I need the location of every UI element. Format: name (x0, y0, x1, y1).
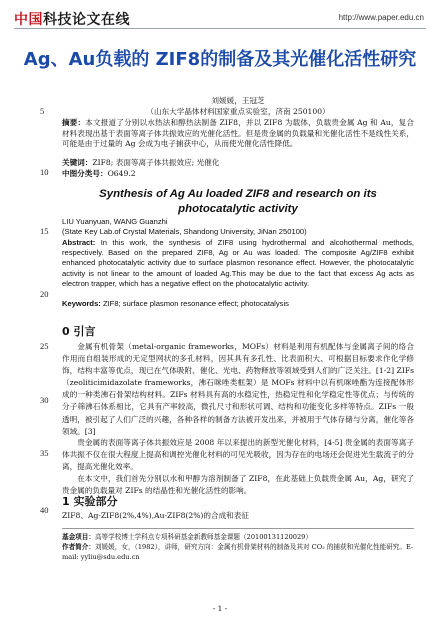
footnote (62, 532, 414, 562)
footnote-author-label: 作者简介： (62, 543, 95, 551)
authors-en: LIU Yuanyuan, WANG Guanzhi (62, 217, 168, 226)
footnote-fund-label: 基金项目： (62, 533, 95, 541)
line-number: 30 (40, 395, 49, 405)
logo-part2: 科技论文在线 (43, 12, 130, 28)
abstract-cn-text: 本文报道了分别以水热法和醇热法制备 ZIF8，并以 ZIF8 为载体，负载贵金属 Ag 和 Au，复合材料表现出基于表面等离子体共振效应的光催化活性。但是贵金属的负载量和光催化活性不是线性关系，可能是由于过量的 Ag 会成为电子捕获中心，从而使光催化活性降低。 (62, 118, 415, 149)
footnote-author-text: 刘媛媛，女，（1982），讲师，研究方向：金属有机骨架材料的制备及其对 CO₂ 的捕获和光催化性能研究。E-mail: yyliu@sdu.edu.cn (62, 543, 414, 561)
clc-cn (62, 169, 414, 180)
footnote-fund (62, 532, 414, 542)
header-divider (14, 28, 426, 29)
page-header (0, 0, 440, 46)
section-intro-heading: 0 引言 (62, 325, 96, 338)
line-number: 35 (40, 448, 49, 458)
keywords-cn (62, 158, 414, 169)
footnote-author (62, 542, 414, 562)
clc-cn-text: O649.2 (107, 169, 136, 178)
section-experimental-heading: 1 实验部分 (62, 495, 118, 508)
abstract-cn-label: 摘要： (62, 118, 86, 127)
intro-paragraph-1: 金属有机骨架（metal-organic frameworks，MOFs）材料是利用有机配体与金属离子间的络合作用而自组装形成的无定型网状的多孔材料，因其具有多孔性、比表面积大、可根据目标要求作化学修饰，结构丰富等优点，现已在气体吸附、催化、光电、药物释放等领域受到人们的广泛关注。[1-2] ZIFs（zeoliticimidazolate frameworks，沸石咪唑类框架）是 MOFs 材料中以有机咪唑酯为连接配体形成的一种类沸石骨架结构材料。ZIFs 材料具有高的水稳定性，热稳定性和化学稳定性等优点；与传统的分子筛沸石体系相比，它具有产率较高，微孔尺寸和形状可调、结构和功能变化多样等特点。ZIFs 一般透明，被引起了人们广泛的兴趣，各种各样的制备方法被开发出来，并被用于气体存储与分离，催化等各领域。[3] (62, 342, 414, 436)
abstract-cn (62, 118, 414, 150)
abstract-en-label: Abstract: (62, 238, 96, 247)
page-number: - 1 - (212, 604, 228, 613)
line-number: 5 (40, 106, 45, 116)
footnote-divider (62, 528, 414, 529)
title-en: Synthesis of Ag Au loaded ZIF8 and research on its photocatalytic activity (99, 188, 377, 215)
intro-paragraph-3: 在本文中，我们首先分别以水和甲醇为溶剂制备了 ZIF8，在此基础上负载贵金属 Au，Ag，研究了贵金属的负载量对 ZIFs 的结晶性和光催化活性的影响。 (62, 474, 414, 496)
line-number: 15 (40, 226, 49, 236)
intro-paragraph-2: 贵金属的表面等离子体共振效应是 2008 年以来提出的新型光催化材料，[4-5] 贵金属的表面等离子体共振不仅在很大程度上提高和调控光催化材料的可见光吸收，因为存在的电场还会促进光生载流子的分离，提高光催化效率。 (62, 438, 414, 472)
title-cn: Ag、Au负载的 ZIF8的制备及其光催化活性研究 (23, 49, 417, 70)
line-number: 25 (40, 341, 49, 351)
site-logo[interactable] (14, 9, 130, 29)
affiliation-en: (State Key Lab.of Crystal Materials, Shandong University, JiNan 250100) (62, 227, 307, 236)
affiliation-cn: （山东大学晶体材料国家重点实验室，济南 250100） (146, 107, 330, 116)
subsection-synthesis: ZIF8、Ag-ZIF8(2%,4%),Au-ZIF8(2%)的合成和表征 (62, 511, 249, 520)
keywords-en-label: Keywords: (62, 299, 101, 308)
clc-cn-label: 中图分类号： (62, 169, 108, 178)
keywords-en (62, 299, 414, 309)
keywords-cn-text: ZIF8; 表面等离子体共振效应; 光催化 (92, 158, 220, 167)
keywords-cn-label: 关键词： (62, 158, 93, 167)
site-url[interactable]: http://www.paper.edu.cn (338, 13, 424, 22)
line-number: 40 (40, 505, 49, 515)
keywords-en-text: ZIF8; surface plasmon resonance effect; photocatalysis (100, 299, 289, 308)
logo-part1: 中国 (14, 12, 43, 28)
line-number: 20 (40, 289, 49, 299)
abstract-en (62, 238, 414, 289)
authors-cn: 刘媛媛，王冠芝 (211, 96, 265, 105)
line-number: 10 (40, 167, 49, 177)
footnote-fund-text: 高等学校博士学科点专项科研基金新教师基金课题（20100131120029） (94, 533, 312, 541)
abstract-en-text: In this work, the synthesis of ZIF8 using hydrothermal and alcohothermal methods, respectively. Based on the prepared ZIF8, Ag or Au was loaded. The composite Ag/ZIF8 exhibit enhanced photocatalytic activity due to surface plasmon resonance effect. However, the photocatalytic activity is not linear to the amount of loaded Ag.This may be due to the fact that excess Ag acts as electron trapper, which has a negative effect on the photocatalytic activity. (62, 238, 414, 288)
